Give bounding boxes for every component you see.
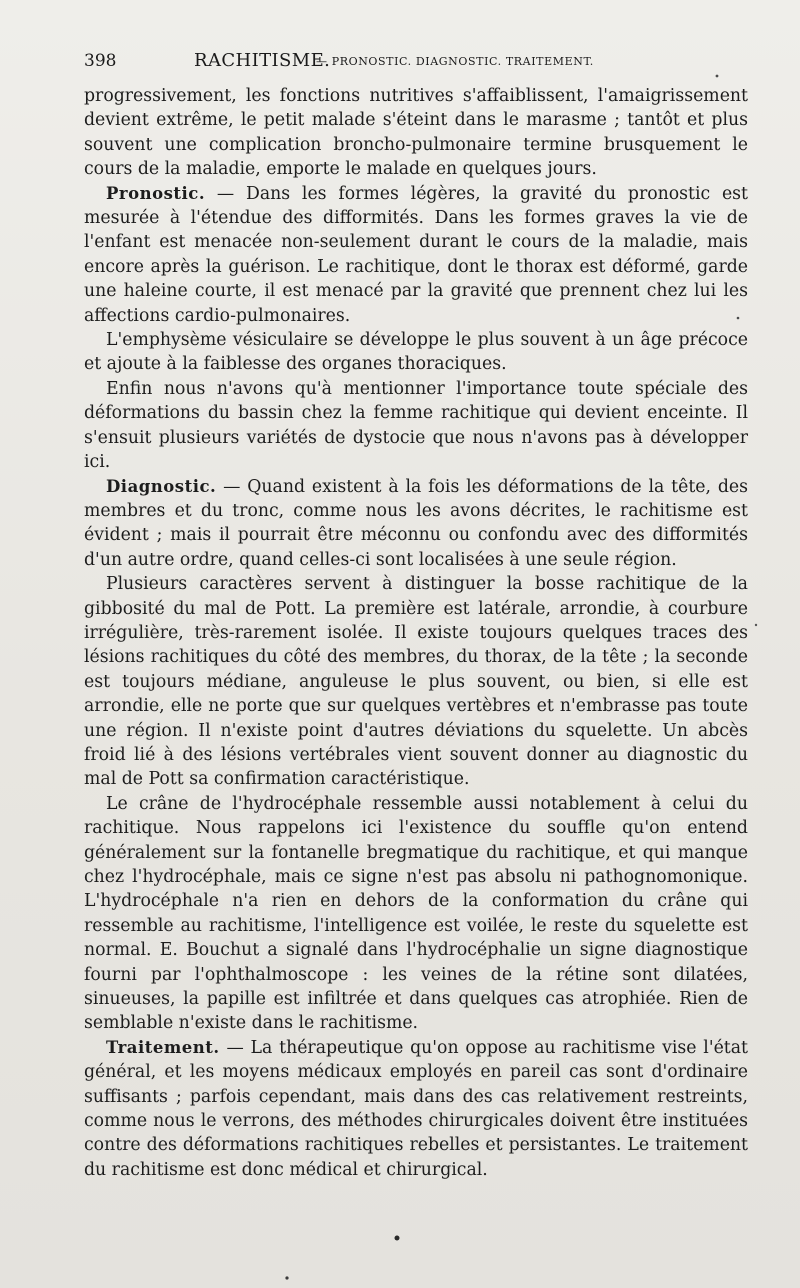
paragraph-text: Le crâne de l'hydrocéphale ressemble aussi notablement à celui du rachitique. Nous rappelons ici l'existence du souffle qu'on entend généralement sur la fontanelle bregmatique du rachitique, et qui manque chez l'hydrocéphale, mais ce signe n'est pas absolu ni pathognomonique. L'hydrocéphale n'a rien en dehors de la conformation du crâne qui ressemble au rachitisme, l'intelligence est voilée, le reste du squelette est normal. E. Bouchut a signalé dans l'hydrocéphalie un signe diagnostique fourni par l'ophthalmoscope : les veines de la rétine sont dilatées, sinueuses, la papille est infiltrée et dans quelques cas atrophiée. Rien de semblable n'existe dans le rachitisme. bbox=[84, 793, 748, 1034]
paragraph-text: — Dans les formes légères, la gravité du pronostic est mesurée à l'étendue des difformités. Dans les formes graves la vie de l'enfant est menacée non-seulement durant le cours de la maladie, mais encore après la guérison. Le rachitique, dont le thorax est déformé, garde une haleine courte, il est menacé par la gravité que prennent chez lui les affections cardio-pulmonaires. bbox=[84, 183, 748, 326]
running-header bbox=[84, 48, 748, 74]
paragraph-continuation bbox=[84, 84, 748, 182]
paragraph-pronostic bbox=[84, 182, 748, 328]
paragraph-text: progressivement, les fonctions nutritives s'affaiblissent, l'amaigrissement devient extrême, le petit malade s'éteint dans le marasme ; tantôt et plus souvent une complication broncho-pulmonaire termine brusquement le cours de la maladie, emporte le malade en quelques jours. bbox=[84, 86, 748, 180]
section-heading-diagnostic: Diagnostic. bbox=[106, 476, 217, 496]
running-subtitle: — PRONOSTIC. DIAGNOSTIC. TRAITEMENT. bbox=[316, 55, 594, 68]
paragraph-traitement bbox=[84, 1036, 748, 1182]
paragraph-hydrocephale bbox=[84, 792, 748, 1036]
paragraph-emphyseme bbox=[84, 328, 748, 377]
page-number: 398 bbox=[84, 51, 117, 71]
paragraph-text: Enfin nous n'avons qu'à mentionner l'importance toute spéciale des déformations du bassin chez la femme rachitique qui devient enceinte. Il s'ensuit plusieurs variétés de dystocie que nous n'avons pas à développer ici. bbox=[84, 378, 748, 473]
paragraph-text: Plusieurs caractères servent à distinguer la bosse rachitique de la gibbosité du mal de Pott. La première est latérale, arrondie, à courbure irrégulière, très-rarement isolée. Il existe toujours quelques traces des lésions rachitiques du côté des membres, du thorax, de la tête ; la seconde est toujours médiane, anguleuse le plus souvent, ou bien, si elle est arrondie, elle ne porte que sur quelques vertèbres et n'embrasse pas toute une région. Il n'existe point d'autres déviations du squelette. Un abcès froid lié à des lésions vertébrales vient souvent donner au diagnostic du mal de Pott sa confirmation caractéristique. bbox=[84, 574, 748, 790]
paragraph-diagnostic bbox=[84, 475, 748, 573]
page-body bbox=[84, 84, 748, 1182]
ink-speck bbox=[755, 624, 757, 626]
ink-speck bbox=[395, 1236, 400, 1241]
paragraph-bassin bbox=[84, 377, 748, 475]
paragraph-text: L'emphysème vésiculaire se développe le plus souvent à un âge précoce et ajoute à la faiblesse des organes thoraciques. bbox=[84, 330, 748, 375]
ink-speck bbox=[285, 1276, 288, 1279]
section-heading-pronostic: Pronostic. bbox=[106, 183, 206, 203]
paragraph-mal-de-pott bbox=[84, 572, 748, 792]
paragraph-text: — La thérapeutique qu'on oppose au rachitisme vise l'état général, et les moyens médicaux employés en pareil cas sont d'ordinaire suffisants ; parfois cependant, mais dans des cas relativement restreints, comme nous le verrons, des méthodes chirurgicales doivent être instituées contre des déformations rachitiques rebelles et persistantes. Le traitement du rachitisme est donc médical et chirurgical. bbox=[84, 1037, 748, 1180]
section-heading-traitement: Traitement. bbox=[106, 1037, 220, 1057]
paragraph-text: — Quand existent à la fois les déformations de la tête, des membres et du tronc, comme nous les avons décrites, le rachitisme est évident ; mais il pourrait être méconnu ou confondu avec des difformités d'un autre ordre, quand celles-ci sont localisées à une seule région. bbox=[84, 476, 748, 570]
ink-speck bbox=[716, 75, 719, 78]
running-title: RACHITISME. bbox=[194, 50, 331, 71]
